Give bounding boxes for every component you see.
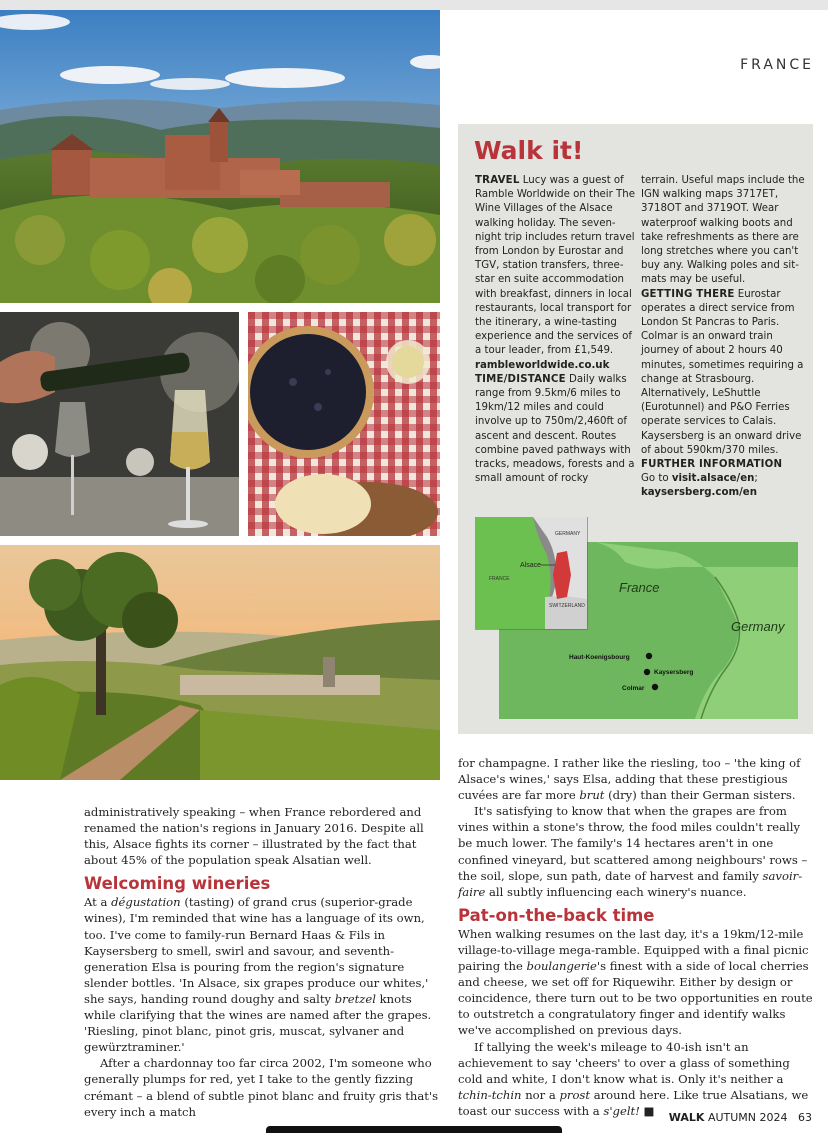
travel-heading: TRAVEL (475, 175, 520, 186)
footer-page-number: 63 (798, 1111, 812, 1124)
r-p3-text-c: around here. Like true Alsatians, we toast our success with a (458, 1087, 809, 1118)
intro-paragraph: administratively speaking – when France rebordered and renamed the nation's regions in January 2016. Despite all this, Alsace fights its corner – illustrated by the fact that about 45% of the population speak Alsatian well. (84, 805, 424, 868)
page-footer (669, 1111, 812, 1124)
welcoming-wineries-heading: Welcoming wineries (84, 874, 271, 894)
p0-em-brut: brut (579, 788, 605, 803)
p1-em-degustation: dégustation (111, 895, 181, 910)
time-text: Daily walks range from 9.5km/6 miles to 19km/12 miles and could involve up to 750m/2,460ft of ascent and descent. Routes combine paved pathways with tracks, meadows, forests and a small amount of rocky (475, 373, 635, 485)
place-haut-koenigsbourg: Haut-Koenigsbourg (569, 654, 630, 661)
r-p2-text-b: 's finest with a side of local cherries and cheese, we set off for Riquewihr. Either by design or coincidence, there turn out to be two opportunities en route to outstretch a congratulatory finger and identify walks we've accomplished on previous days. (458, 959, 813, 1038)
footer-magazine: WALK (668, 1111, 705, 1124)
r-p3-em-tchin: tchin-tchin (458, 1087, 522, 1102)
p1-text-b: (tasting) of grand crus (superior-grade wines), I'm reminded that wine has a language of its own, too. I've come to family-run Bernard Haas & Fils in Kaysersberg to smell, swirl and savour, and seventh-generation Elsa is pouring from the region's signature slender bottles. 'In Alsace, six grapes produce our whites,' she says, handing round doughy and salty (84, 895, 429, 1006)
inset-switzerland-area (545, 596, 587, 629)
further-paragraph: FURTHER INFORMATION Go to visit.alsace/en; kaysersberg.com/en (641, 459, 783, 499)
walk-it-column-1 (475, 174, 635, 486)
travel-text: Lucy was a guest of Ramble Worldwide on their The Wine Villages of the Alsace walking holiday. The seven-night trip includes return travel from London by Eurostar and TGV, station transfers, three-star en suite accommodation with breakfast, dinners in local restaurants, local transport for the itinerary, a wine-tasting experience and the services of a tour leader, from £1,549. (475, 175, 636, 357)
vineyard-photo (0, 545, 440, 780)
inset-alsace-label: Alsace (520, 562, 542, 569)
walk-it-column-2 (641, 174, 807, 501)
getting-text: Eurostar operates a direct service from London St Pancras to Paris. Colmar is an onward train journey of about 2 hours 40 minutes, sometimes requiring a change at Strasbourg. Alternatively, LeShuttle (Eurotunnel) and P&O Ferries operate services to Calais. Kaysersberg is an onward drive of about 590km/370 miles. (641, 288, 804, 456)
p1-text-c: knots while clarifying that the wines are named after the grapes. 'Riesling, pinot blanc, pinot gris, muscat, sylvaner and gewürztraminer.' (84, 991, 432, 1055)
section-label: FRANCE (740, 57, 814, 73)
france-label: France (619, 580, 660, 595)
getting-paragraph (641, 288, 807, 458)
r-p2-em-boulangerie: boulangerie (526, 959, 597, 974)
r-p3-text-b: nor a (521, 1087, 560, 1102)
terrain-text: terrain. Useful maps include the IGN walking maps 3717ET, 3718OT and 3719OT. Wear waterproof walking boots and take refreshments as there are long stretches where you can't buy any. Walking poles and sit-mats may be useful. (641, 175, 805, 286)
r-p2-text-a: When walking resumes on the last day, it's a 19km/12-mile village-to-village mega-ramble. Equipped with a final picnic pairing the (458, 926, 809, 974)
further-heading: FURTHER INFORMATION (641, 459, 783, 471)
r-p1-text-a: It's satisfying to know that when the grapes are from vines within a stone's throw, the food miles couldn't really be much lower. The family's 14 hectares aren't in one confined vineyard, but scattered among neighbours' rows – the soil, slope, sun path, date of harvest and family (458, 804, 808, 883)
footer-issue: AUTUMN 2024 (707, 1111, 788, 1124)
further-link-1[interactable]: visit.alsace/en (671, 473, 755, 485)
dot-colmar (652, 684, 658, 690)
walk-it-title: Walk it! (474, 136, 584, 165)
getting-heading: GETTING THERE (641, 288, 735, 300)
r-p3-em-prost: prost (559, 1087, 591, 1102)
dot-haut-koenigsbourg (646, 653, 652, 659)
right-column (458, 755, 814, 1119)
r-p3-text-a: If tallying the week's mileage to 40-ish isn't an achievement to say 'cheers' to over a glass of something cold and white, I don't know what is. Only it's neither a (458, 1039, 790, 1086)
travel-paragraph (475, 174, 635, 373)
dot-kaysersberg (644, 669, 650, 675)
further-text: Go to (641, 473, 669, 485)
time-heading: TIME/DISTANCE (475, 373, 566, 385)
inset-germany-label: GERMANY (555, 531, 581, 537)
r-p1-text-b: all subtly influencing each winery's nuance. (485, 884, 747, 899)
p0-text-a: for champagne. I rather like the riesling, too – 'the king of Alsace's wines,' says Elsa, adding that these prestigious cuvées are far more (458, 756, 801, 803)
castle-photo (0, 10, 440, 303)
p1-text-a: At a (84, 895, 112, 910)
left-column (84, 804, 442, 1120)
place-kaysersberg: Kaysersberg (654, 669, 694, 676)
place-colmar: Colmar (622, 685, 645, 692)
wineries-paragraph-2: After a chardonnay too far circa 2002, I'm someone who generally plumps for red, yet I take to the gently fizzing crémant – a blend of subtle pinot blanc and fruity gris that's every inch a match (84, 1056, 439, 1119)
r-p3-em-sgelt: s'gelt! (603, 1103, 640, 1118)
r-p1-em-savoir-faire: savoir-faire (458, 868, 803, 899)
right-paragraph-1 (458, 803, 814, 900)
time-paragraph (475, 373, 635, 487)
travel-link[interactable]: rambleworldwide.co.uk (475, 359, 610, 371)
wineries-paragraph-1 (84, 894, 442, 1055)
right-paragraph-0 (458, 755, 814, 803)
top-bar (0, 0, 828, 10)
inset-france-label: FRANCE (489, 576, 510, 582)
home-indicator-bar[interactable] (266, 1126, 562, 1133)
further-link-2[interactable]: kaysersberg.com/en (641, 487, 757, 499)
p0-text-b: (dry) than their German sisters. (604, 788, 796, 803)
right-paragraph-3 (458, 1039, 814, 1119)
p1-em-bretzel: bretzel (334, 991, 376, 1006)
wine-pouring-photo (0, 312, 239, 536)
pat-on-the-back-heading: Pat-on-the-back time (458, 905, 655, 925)
germany-label: Germany (731, 619, 785, 634)
end-mark: ■ (639, 1103, 655, 1118)
right-paragraph-2 (458, 926, 814, 1039)
inset-switzerland-label: SWITZERLAND (549, 603, 585, 609)
region-map (475, 517, 798, 719)
tart-photo (248, 312, 440, 536)
